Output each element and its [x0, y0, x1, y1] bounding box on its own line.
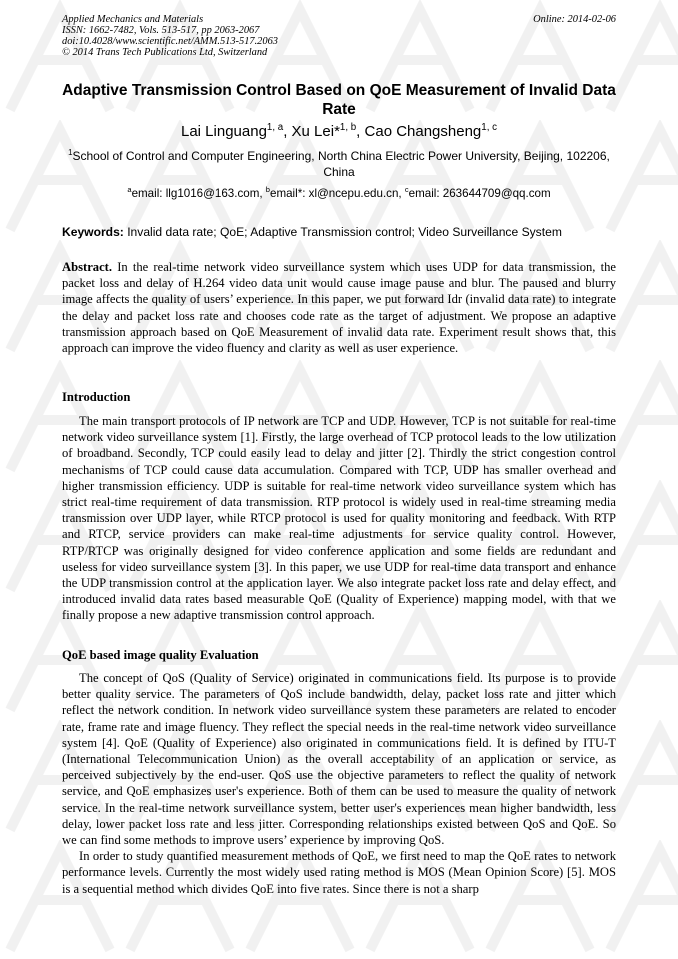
author-name: Xu Lei*: [291, 123, 340, 140]
email-link: email: llg1016@163.com,: [131, 187, 266, 200]
keywords-text: Invalid data rate; QoE; Adaptive Transmission control; Video Surveillance System: [123, 225, 562, 239]
journal-issn: ISSN: 1662-7482, Vols. 513-517, pp 2063-2067: [62, 25, 260, 36]
affiliation-sup: 1: [68, 148, 73, 157]
journal-header: [62, 14, 616, 58]
section-heading-qoe: QoE based image quality Evaluation: [62, 648, 259, 662]
affiliation-text: School of Control and Computer Engineering, North China Electric Power University, Beijing, 102206, China: [72, 149, 610, 179]
abstract: [62, 259, 616, 356]
author-sup: 1, a: [266, 122, 284, 133]
author-name: Cao Changsheng: [364, 123, 482, 140]
paper-title: Adaptive Transmission Control Based on QoE Measurement of Invalid Data Rate: [62, 82, 616, 118]
author-sup: 1, c: [481, 122, 497, 133]
section-heading-introduction: Introduction: [62, 390, 131, 404]
keywords: [62, 224, 616, 240]
paragraph: In order to study quantified measurement methods of QoE, we first need to map the QoE rates to network performance levels. Currently the most widely used rating method is MOS (Mean Opinion Score) [5]. MOS is a sequential method which divides QoE into five rates. Since there is not a sharp: [62, 849, 616, 896]
paragraph: The concept of QoS (Quality of Service) originated in communications field. Its purpose is to provide better quality service. The parameters of QoS include bandwidth, delay, packet loss rate and jitter which reflect the network condition. In network video surveillance system these parameters are related to encoder rate, frame rate and image fluency. They reflect the special needs in the real-time network video surveillance system [4]. QoE (Quality of Experience) also originated in communications field. It is defined by ITU-T (International Telecommunication Union) as the overall acceptability of an application or service, as perceived subjectively by the end-user. QoS use the objective parameters to reflect the quality of network service, and QoE emphasizes user's experience. Both of them can be used to measure the quality of network service. In the real-time network surveillance system, better user's experiences mean higher bandwidth, less delay, lower packet loss rate and less jitter. Corresponding relationships existed between QoS and QoE. So we can find some methods to improve users’ experience by improving QoS.: [62, 671, 616, 848]
online-date: Online: 2014-02-06: [533, 14, 616, 25]
author-list: Lai Linguang$^{1, a}$, Xu Lei*$^{1, b}$, Cao Changsheng$^{1, c}$: [181, 122, 497, 140]
email-sup: a: [127, 185, 132, 195]
affiliation: [62, 148, 616, 180]
author-name: Lai Linguang: [181, 123, 267, 140]
abstract-label: Abstract.: [62, 260, 113, 274]
journal-copyright: © 2014 Trans Tech Publications Ltd, Switzerland: [62, 47, 268, 58]
paragraph: The main transport protocols of IP network are TCP and UDP. However, TCP is not suitable for real-time network video surveillance system [1]. Firstly, the large overhead of TCP protocol leads to the low utilization of broadband. Secondly, TCP could easily lead to delay and jitter [2]. Thirdly the strict congestion control mechanisms of TCP could cause data accumulation. Compared with TCP, UDP has smaller overhead and higher transmission efficiency. UDP is suitable for real-time network video surveillance system which has strict real-time requirement of data transmission. RTP protocol is widely used in real-time streaming media transmission over UDP layer, while RTCP protocol is used for quality monitoring and feedback. With RTP and RTCP, service providers can make real-time adjustments for service quality control. However, RTP/RTCP was originally designed for video conference application and some fields are redundant and useless for video surveillance system [3]. In this paper, we use UDP for real-time data transport and enhance the UDP transmission control at the application layer. We also integrate packet loss rate and delay effect, and introduced invalid data rates based measurable QoE (Quality of Experience) mapping model, with that we finally propose a new adaptive transmission control approach.: [62, 414, 616, 623]
author-emails: [62, 186, 616, 202]
section-introduction: [62, 413, 616, 624]
email-sup: c: [404, 185, 409, 195]
journal-doi: doi:10.4028/www.scientific.net/AMM.513-517.2063: [62, 36, 278, 47]
section-qoe: [62, 670, 616, 897]
journal-name: Applied Mechanics and Materials: [62, 14, 204, 25]
email-sup: b: [265, 185, 270, 195]
email-link: email: 263644709@qq.com: [408, 187, 551, 200]
abstract-text: In the real-time network video surveillance system which uses UDP for data transmission, the packet loss and delay of H.264 video data unit would cause image pause and blur. The paused and blurry image affects the quality of users’ experience. In this paper, we put forward Idr (invalid data rate) to integrate the delay and packet loss rate and chooses code rate as the target of adjustment. We propose an adaptive transmission approach based on QoE Measurement of invalid data rate. Experiment result shows that, this approach can improve the video fluency and clarity as well as user experience.: [62, 260, 616, 356]
keywords-label: Keywords:: [62, 225, 124, 239]
email-link: email*: xl@ncepu.edu.cn,: [270, 187, 405, 200]
author-sup: 1, b: [339, 122, 357, 133]
